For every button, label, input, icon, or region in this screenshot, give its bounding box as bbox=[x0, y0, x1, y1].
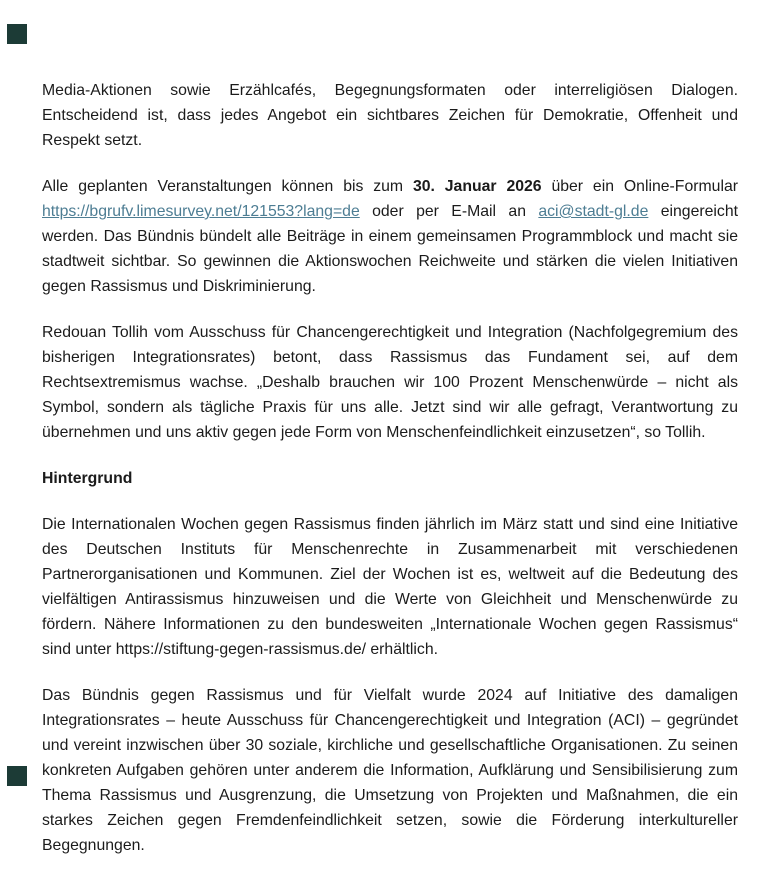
document-body bbox=[42, 78, 738, 858]
page-edge-marker-bottom bbox=[7, 766, 27, 786]
paragraph bbox=[42, 78, 738, 153]
paragraph bbox=[42, 320, 738, 445]
text-run: Redouan Tollih vom Ausschuss für Chancengerechtigkeit und Integration (Nachfolgegremium des bisherigen Integrationsrates) betont, dass Rassismus das Fundament sei, auf dem Rechtsextremismus wachse. „Deshalb brauchen wir 100 Prozent Menschenwürde – nicht als Symbol, sondern als tägliche Praxis für uns alle. Jetzt sind wir alle gefragt, Verantwortung zu übernehmen und uns aktiv gegen jede Form von Menschenfeindlichkeit einzusetzen“, so Tollih. bbox=[42, 324, 738, 441]
text-run: über ein Online-Formular bbox=[541, 178, 738, 195]
page-edge-marker-top bbox=[7, 24, 27, 44]
paragraph bbox=[42, 174, 738, 299]
paragraph bbox=[42, 683, 738, 858]
text-run: oder per E-Mail an bbox=[359, 203, 539, 220]
paragraph bbox=[42, 512, 738, 662]
text-run: eingereicht werden. Das Bündnis bündelt alle Beiträge in einem gemeinsamen Programmblock und macht sie stadtweit sichtbar. So gewinnen die Aktionswochen Reichweite und stärken die vielen Initiativen gegen Rassismus und Diskriminierung. bbox=[42, 203, 739, 295]
text-run: Media-Aktionen sowie Erzählcafés, Begegnungsformaten oder interreligiösen Dialogen. Entscheidend ist, dass jedes Angebot ein sichtbares Zeichen für Demokratie, Offenheit und Respekt setzt. bbox=[42, 82, 738, 149]
limesurvey-link[interactable]: https://bgrufv.limesurvey.net/121553?lang=de bbox=[42, 203, 360, 220]
text-run: Das Bündnis gegen Rassismus und für Vielfalt wurde 2024 auf Initiative des damaligen Integrationsrates – heute Ausschuss für Chancengerechtigkeit und Integration (ACI) – gegründet und vereint inzwischen über 30 soziale, kirchliche und gesellschaftliche Organisationen. Zu seinen konkreten Aufgaben gehören unter anderem die Information, Aufklärung und Sensibilisierung zum Thema Rassismus und Ausgrenzung, die Umsetzung von Projekten und Maßnahmen, die ein starkes Zeichen gegen Fremdenfeindlichkeit setzen, sowie die Förderung interkultureller Begegnungen. bbox=[42, 687, 738, 854]
section-heading: Hintergrund bbox=[42, 470, 133, 487]
text-run: Die Internationalen Wochen gegen Rassismus finden jährlich im März statt und sind eine Initiative des Deutschen Instituts für Menschenrechte in Zusammenarbeit mit verschiedenen Partnerorganisationen und Kommunen. Ziel der Wochen ist es, weltweit auf die Bedeutung des vielfältigen Antirassismus hinzuweisen und die Werte von Gleichheit und Menschenwürde zu fördern. Nähere Informationen zu den bundesweiten „Internationale Wochen gegen Rassismus“ sind unter https://stiftung-gegen-rassismus.de/ erhältlich. bbox=[42, 516, 738, 658]
text-run: Alle geplanten Veranstaltungen können bis zum bbox=[42, 178, 413, 195]
document-page bbox=[42, 78, 738, 879]
bold-text: 30. Januar 2026 bbox=[412, 178, 542, 195]
email-link[interactable]: aci@stadt-gl.de bbox=[538, 203, 649, 220]
